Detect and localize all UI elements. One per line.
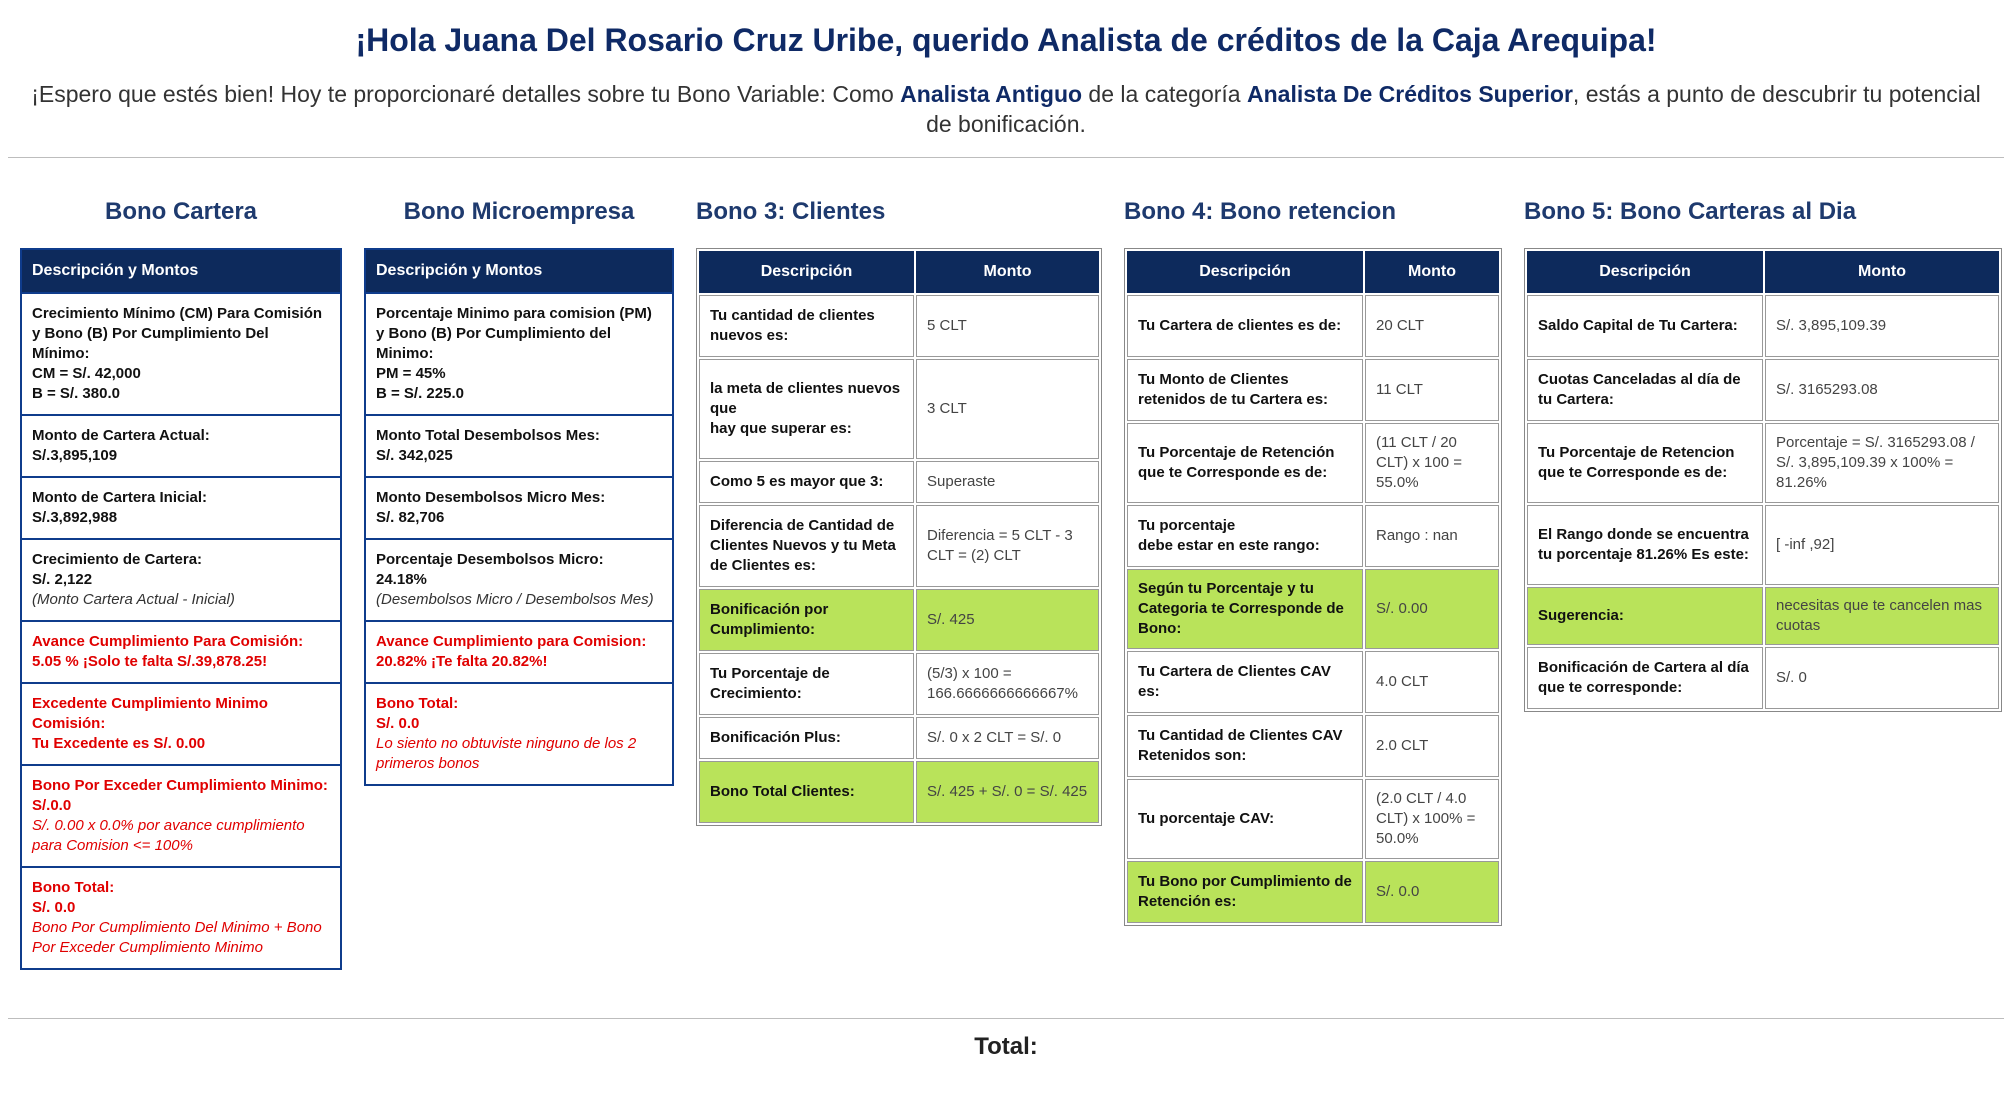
row-amount: (2.0 CLT / 4.0 CLT) x 100% = 50.0% <box>1365 779 1499 859</box>
cell-line: Excedente Cumplimiento Minimo Comisión: <box>32 695 268 732</box>
table-row <box>699 653 1099 715</box>
table-row <box>699 295 1099 357</box>
table-row <box>699 461 1099 503</box>
table-row <box>1127 779 1499 859</box>
section-title: Bono 3: Clientes <box>696 198 886 225</box>
bono-cell <box>366 478 672 540</box>
bono-cartera-table <box>20 248 342 970</box>
table-header: Descripción y Montos <box>366 250 672 294</box>
cell-line: S/.3,892,988 <box>32 509 118 526</box>
cell-line: S/. 2,122 <box>32 571 93 588</box>
bono-cell <box>22 868 340 968</box>
row-description: Tu Porcentaje de Retención que te Corresponde es de: <box>1127 423 1363 503</box>
cell-line: S/.3,895,109 <box>32 447 118 464</box>
table-row <box>1127 295 1499 357</box>
bono-cell <box>22 766 340 868</box>
section-bono-cartera <box>20 198 342 970</box>
row-amount: S/. 425 <box>916 589 1099 651</box>
cell-line: 20.82% ¡Te falta 20.82%! <box>376 653 548 670</box>
cell-note: S/. 0.00 x 0.0% por avance cumplimiento para Comision <= 100% <box>32 817 305 854</box>
table-row <box>1527 423 1999 503</box>
cell-line: Crecimiento de Cartera: <box>32 551 203 568</box>
bono-carteras-dia-table <box>1524 248 2002 712</box>
cell-line: Crecimiento Mínimo (CM) Para Comisión y Bono (B) Por Cumplimiento Del Mínimo: <box>32 305 323 362</box>
row-description: Tu cantidad de clientes nuevos es: <box>699 295 914 357</box>
cell-line: 24.18% <box>376 571 427 588</box>
cell-line: Porcentaje Minimo para comision (PM) y Bono (B) Por Cumplimiento del Minimo: <box>376 305 652 362</box>
cell-line: Monto de Cartera Actual: <box>32 427 210 444</box>
row-amount: [ -inf ,92] <box>1765 505 1999 585</box>
row-description: Bonificación de Cartera al día que te corresponde: <box>1527 647 1763 709</box>
table-row <box>1527 587 1999 645</box>
row-amount: S/. 425 + S/. 0 = S/. 425 <box>916 761 1099 823</box>
table-row <box>699 359 1099 459</box>
cell-line: S/.0.0 <box>32 797 72 814</box>
table-row <box>1127 505 1499 567</box>
table-row <box>1127 359 1499 421</box>
cell-line: Avance Cumplimiento Para Comisión: <box>32 633 304 650</box>
col-header-descripcion: Descripción <box>1127 251 1363 293</box>
row-description: Según tu Porcentaje y tu Categoria te Corresponde de Bono: <box>1127 569 1363 649</box>
category-name: Analista De Créditos Superior <box>1247 81 1573 107</box>
row-description: Tu Porcentaje de Crecimiento: <box>699 653 914 715</box>
row-description: Sugerencia: <box>1527 587 1763 645</box>
cell-line: Avance Cumplimiento para Comision: <box>376 633 647 650</box>
row-amount: (5/3) x 100 = 166.6666666666667% <box>916 653 1099 715</box>
section-bono-carteras-dia <box>1524 198 2002 712</box>
table-row <box>1127 651 1499 713</box>
row-description: Tu Porcentaje de Retencion que te Corresponde es de: <box>1527 423 1763 503</box>
intro-text <box>0 79 2012 139</box>
bono-retencion-table <box>1124 248 1502 926</box>
row-description: Cuotas Canceladas al día de tu Cartera: <box>1527 359 1763 421</box>
section-title: Bono 5: Bono Carteras al Dia <box>1524 198 1857 225</box>
row-amount: 3 CLT <box>916 359 1099 459</box>
cell-line: CM = S/. 42,000 <box>32 365 141 382</box>
cell-line: Bono Por Exceder Cumplimiento Minimo: <box>32 777 328 794</box>
cell-line: S/. 0.0 <box>376 715 420 732</box>
intro-part: , estás a punto de descubrir tu potencial de bonificación. <box>926 81 1981 137</box>
bono-cell <box>366 622 672 684</box>
row-amount: Diferencia = 5 CLT - 3 CLT = (2) CLT <box>916 505 1099 587</box>
row-description: Bonificación Plus: <box>699 717 914 759</box>
section-bono-clientes <box>696 198 1102 826</box>
cell-line: Bono Total: <box>32 879 115 896</box>
section-bono-retencion <box>1124 198 1502 926</box>
cell-line: Tu Excedente es S/. 0.00 <box>32 735 206 752</box>
cell-line: S/. 82,706 <box>376 509 445 526</box>
bono-cell <box>22 540 340 622</box>
bono-cell <box>366 684 672 784</box>
row-amount: 4.0 CLT <box>1365 651 1499 713</box>
row-amount: Rango : nan <box>1365 505 1499 567</box>
table-row <box>1527 647 1999 709</box>
bono-cell <box>22 622 340 684</box>
row-description: Tu Bono por Cumplimiento de Retención es: <box>1127 861 1363 923</box>
col-header-descripcion: Descripción <box>699 251 914 293</box>
bono-cell <box>22 478 340 540</box>
row-amount: S/. 0 x 2 CLT = S/. 0 <box>916 717 1099 759</box>
cell-line: B = S/. 225.0 <box>376 385 464 402</box>
table-row <box>1527 359 1999 421</box>
bono-cell <box>22 416 340 478</box>
row-description: Saldo Capital de Tu Cartera: <box>1527 295 1763 357</box>
page-header <box>0 22 2012 139</box>
bono-cell <box>366 294 672 416</box>
cell-line: 5.05 % ¡Solo te falta S/.39,878.25! <box>32 653 268 670</box>
row-description: Tu Monto de Clientes retenidos de tu Cartera es: <box>1127 359 1363 421</box>
row-description: Diferencia de Cantidad de Clientes Nuevos y tu Meta de Clientes es: <box>699 505 914 587</box>
row-description: Tu Cartera de Clientes CAV es: <box>1127 651 1363 713</box>
section-title: Bono Cartera <box>104 198 258 225</box>
cell-line: Monto Desembolsos Micro Mes: <box>376 489 606 506</box>
row-description: El Rango donde se encuentra tu porcentaje 81.26% Es este: <box>1527 505 1763 585</box>
cell-note: (Desembolsos Micro / Desembolsos Mes) <box>376 591 654 608</box>
table-row <box>699 589 1099 651</box>
cell-line: S/. 0.0 <box>32 899 76 916</box>
row-amount: Superaste <box>916 461 1099 503</box>
col-header-monto: Monto <box>1765 251 1999 293</box>
table-row <box>1127 715 1499 777</box>
row-description: Bonificación por Cumplimiento: <box>699 589 914 651</box>
page-title: ¡Hola Juana Del Rosario Cruz Uribe, querido Analista de créditos de la Caja Arequipa! <box>355 22 1657 58</box>
intro-part: de la categoría <box>1082 81 1247 107</box>
row-amount: 2.0 CLT <box>1365 715 1499 777</box>
col-header-monto: Monto <box>1365 251 1499 293</box>
row-amount: 11 CLT <box>1365 359 1499 421</box>
table-row <box>699 505 1099 587</box>
row-amount: S/. 3,895,109.39 <box>1765 295 1999 357</box>
cell-line: Porcentaje Desembolsos Micro: <box>376 551 604 568</box>
cell-line: Monto Total Desembolsos Mes: <box>376 427 600 444</box>
cell-line: B = S/. 380.0 <box>32 385 120 402</box>
table-row <box>1127 569 1499 649</box>
table-row <box>699 761 1099 823</box>
col-header-monto: Monto <box>916 251 1099 293</box>
table-header: Descripción y Montos <box>22 250 340 294</box>
bono-cell <box>366 416 672 478</box>
section-bono-microempresa <box>364 198 674 786</box>
table-row <box>1527 295 1999 357</box>
row-amount: S/. 0 <box>1765 647 1999 709</box>
row-amount: 20 CLT <box>1365 295 1499 357</box>
bono-microempresa-table <box>364 248 674 786</box>
section-title: Bono 4: Bono retencion <box>1124 198 1396 225</box>
bono-clientes-table <box>696 248 1102 826</box>
table-row <box>1127 861 1499 923</box>
table-row <box>1527 505 1999 585</box>
bono-cell <box>22 294 340 416</box>
row-description: Tu Cantidad de Clientes CAV Retenidos son: <box>1127 715 1363 777</box>
row-amount: S/. 0.00 <box>1365 569 1499 649</box>
divider <box>8 1018 2004 1019</box>
row-description: Tu Cartera de clientes es de: <box>1127 295 1363 357</box>
row-description: Tu porcentaje debe estar en este rango: <box>1127 505 1363 567</box>
intro-part: ¡Espero que estés bien! Hoy te proporcionaré detalles sobre tu Bono Variable: Como <box>31 81 901 107</box>
section-title: Bono Microempresa <box>403 198 635 225</box>
row-amount: S/. 3165293.08 <box>1765 359 1999 421</box>
bono-cell <box>22 684 340 766</box>
row-amount: necesitas que te cancelen mas cuotas <box>1765 587 1999 645</box>
row-amount: S/. 0.0 <box>1365 861 1499 923</box>
cell-note: Lo siento no obtuviste ninguno de los 2 primeros bonos <box>376 735 637 772</box>
cell-line: Monto de Cartera Inicial: <box>32 489 208 506</box>
bonus-sections <box>0 158 2012 1018</box>
row-description: Bono Total Clientes: <box>699 761 914 823</box>
table-row <box>699 717 1099 759</box>
cell-line: PM = 45% <box>376 365 446 382</box>
cell-line: S/. 342,025 <box>376 447 453 464</box>
row-description: la meta de clientes nuevos que hay que superar es: <box>699 359 914 459</box>
col-header-descripcion: Descripción <box>1527 251 1763 293</box>
cell-note: (Monto Cartera Actual - Inicial) <box>32 591 235 608</box>
cell-line: Bono Total: <box>376 695 459 712</box>
cell-note: Bono Por Cumplimiento Del Minimo + Bono Por Exceder Cumplimiento Minimo <box>32 919 322 956</box>
row-amount: Porcentaje = S/. 3165293.08 / S/. 3,895,109.39 x 100% = 81.26% <box>1765 423 1999 503</box>
row-description: Tu porcentaje CAV: <box>1127 779 1363 859</box>
table-row <box>1127 423 1499 503</box>
bono-cell <box>366 540 672 622</box>
row-description: Como 5 es mayor que 3: <box>699 461 914 503</box>
total-label: Total: <box>974 1033 1038 1060</box>
row-amount: (11 CLT / 20 CLT) x 100 = 55.0% <box>1365 423 1499 503</box>
row-amount: 5 CLT <box>916 295 1099 357</box>
role-type: Analista Antiguo <box>900 81 1083 107</box>
